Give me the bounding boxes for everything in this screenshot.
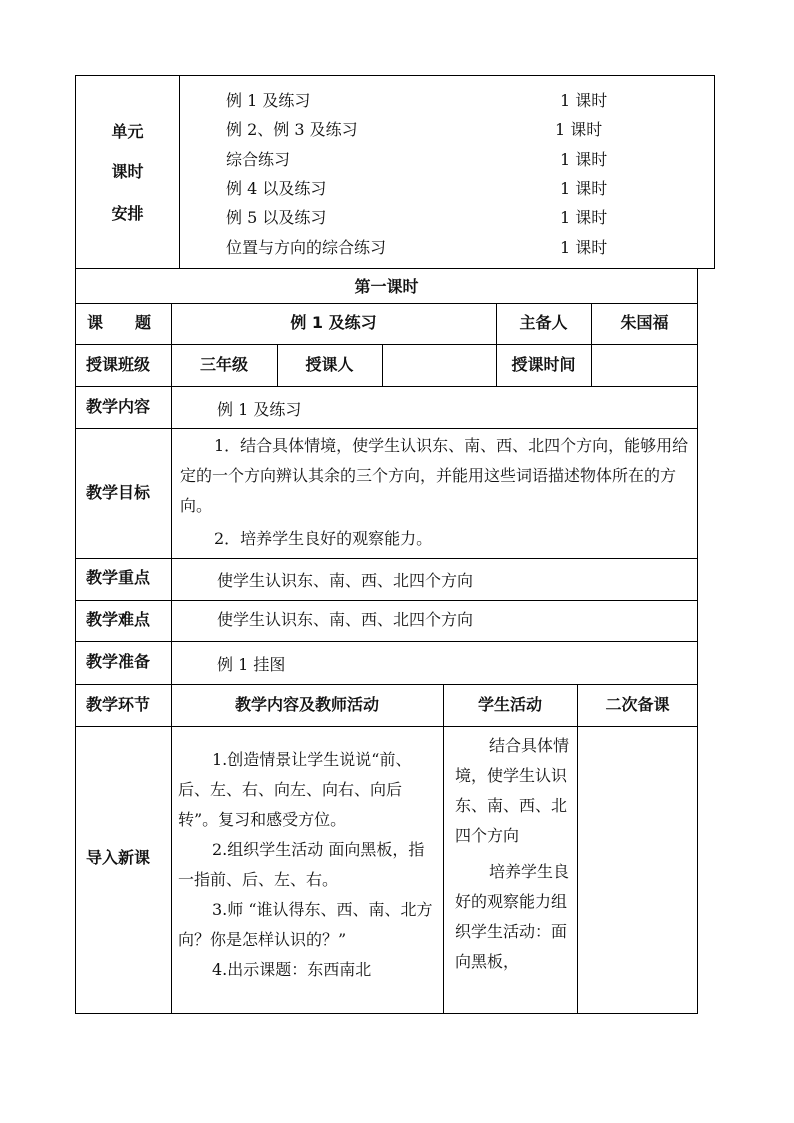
difficulty-value: 使学生认识东、南、西、北四个方向 <box>217 610 474 629</box>
teacher-activity-item: 2.组织学生活动 面向黑板，指一指前、后、左、右。 <box>178 840 425 889</box>
student-activity <box>455 731 572 1011</box>
key-value: 使学生认识东、南、西、北四个方向 <box>217 571 474 590</box>
time-label: 授课时间 <box>511 355 576 374</box>
preparer-value: 朱国福 <box>620 313 669 332</box>
schedule-label-2: 课时 <box>111 162 144 181</box>
goals-label: 教学目标 <box>86 483 151 502</box>
schedule-row-name: 综合练习 <box>226 150 291 169</box>
teacher-activity <box>178 745 440 985</box>
student-activity-item: 培养学生良好的观察能力组织学生活动：面向黑板， <box>455 862 570 971</box>
difficulty-label: 教学难点 <box>86 610 151 629</box>
process-header-student: 学生活动 <box>477 695 542 714</box>
process-stage: 导入新课 <box>86 848 151 867</box>
topic-value: 例 1 及练习 <box>290 313 377 332</box>
goals-text <box>180 431 690 554</box>
schedule-row-hours: 1 课时 <box>555 120 603 139</box>
goal-item: 2．培养学生良好的观察能力。 <box>214 529 433 548</box>
lesson-title: 第一课时 <box>354 277 419 296</box>
schedule-row-hours: 1 课时 <box>560 150 608 169</box>
prep-label: 教学准备 <box>86 652 151 671</box>
schedule-row-hours: 1 课时 <box>560 179 608 198</box>
schedule-row-name: 位置与方向的综合练习 <box>226 238 387 257</box>
content-label: 教学内容 <box>86 397 151 416</box>
key-label: 教学重点 <box>86 568 151 587</box>
teacher-activity-item: 3.师 “谁认得东、西、南、北方向？你是怎样认识的？” <box>178 900 433 949</box>
teacher-activity-item: 1.创造情景让学生说说“前、后、左、右、向左、向右、向后转”。复习和感受方位。 <box>178 750 412 829</box>
preparer-label: 主备人 <box>519 313 568 332</box>
goal-item: 1．结合具体情境，使学生认识东、南、西、北四个方向，能够用给定的一个方向辨认其余的三个方向，并能用这些词语描述物体所在的方向。 <box>180 436 689 515</box>
process-header-stage: 教学环节 <box>86 695 151 714</box>
schedule-row-hours: 1 课时 <box>560 91 608 110</box>
schedule-row-hours: 1 课时 <box>560 238 608 257</box>
schedule-row-name: 例 2、例 3 及练习 <box>226 120 358 139</box>
content-value: 例 1 及练习 <box>217 400 302 419</box>
topic-label: 课 题 <box>87 313 152 332</box>
teacher-activity-item: 4.出示课题：东西南北 <box>212 960 372 979</box>
class-label: 授课班级 <box>86 355 151 374</box>
schedule-divider <box>179 75 180 269</box>
schedule-label-3: 安排 <box>111 204 144 223</box>
process-header-notes: 二次备课 <box>605 695 670 714</box>
schedule-row-name: 例 5 以及练习 <box>226 208 327 227</box>
schedule-row-hours: 1 课时 <box>560 208 608 227</box>
student-activity-item: 结合具体情境，使学生认识东、南、西、北四个方向 <box>455 736 570 845</box>
prep-value: 例 1 挂图 <box>217 655 286 674</box>
process-header-teacher: 教学内容及教师活动 <box>234 695 379 714</box>
class-value: 三年级 <box>199 355 248 374</box>
schedule-row-name: 例 1 及练习 <box>226 91 311 110</box>
teacher-label: 授课人 <box>305 355 354 374</box>
schedule-label-1: 单元 <box>111 122 144 141</box>
schedule-row-name: 例 4 以及练习 <box>226 179 327 198</box>
